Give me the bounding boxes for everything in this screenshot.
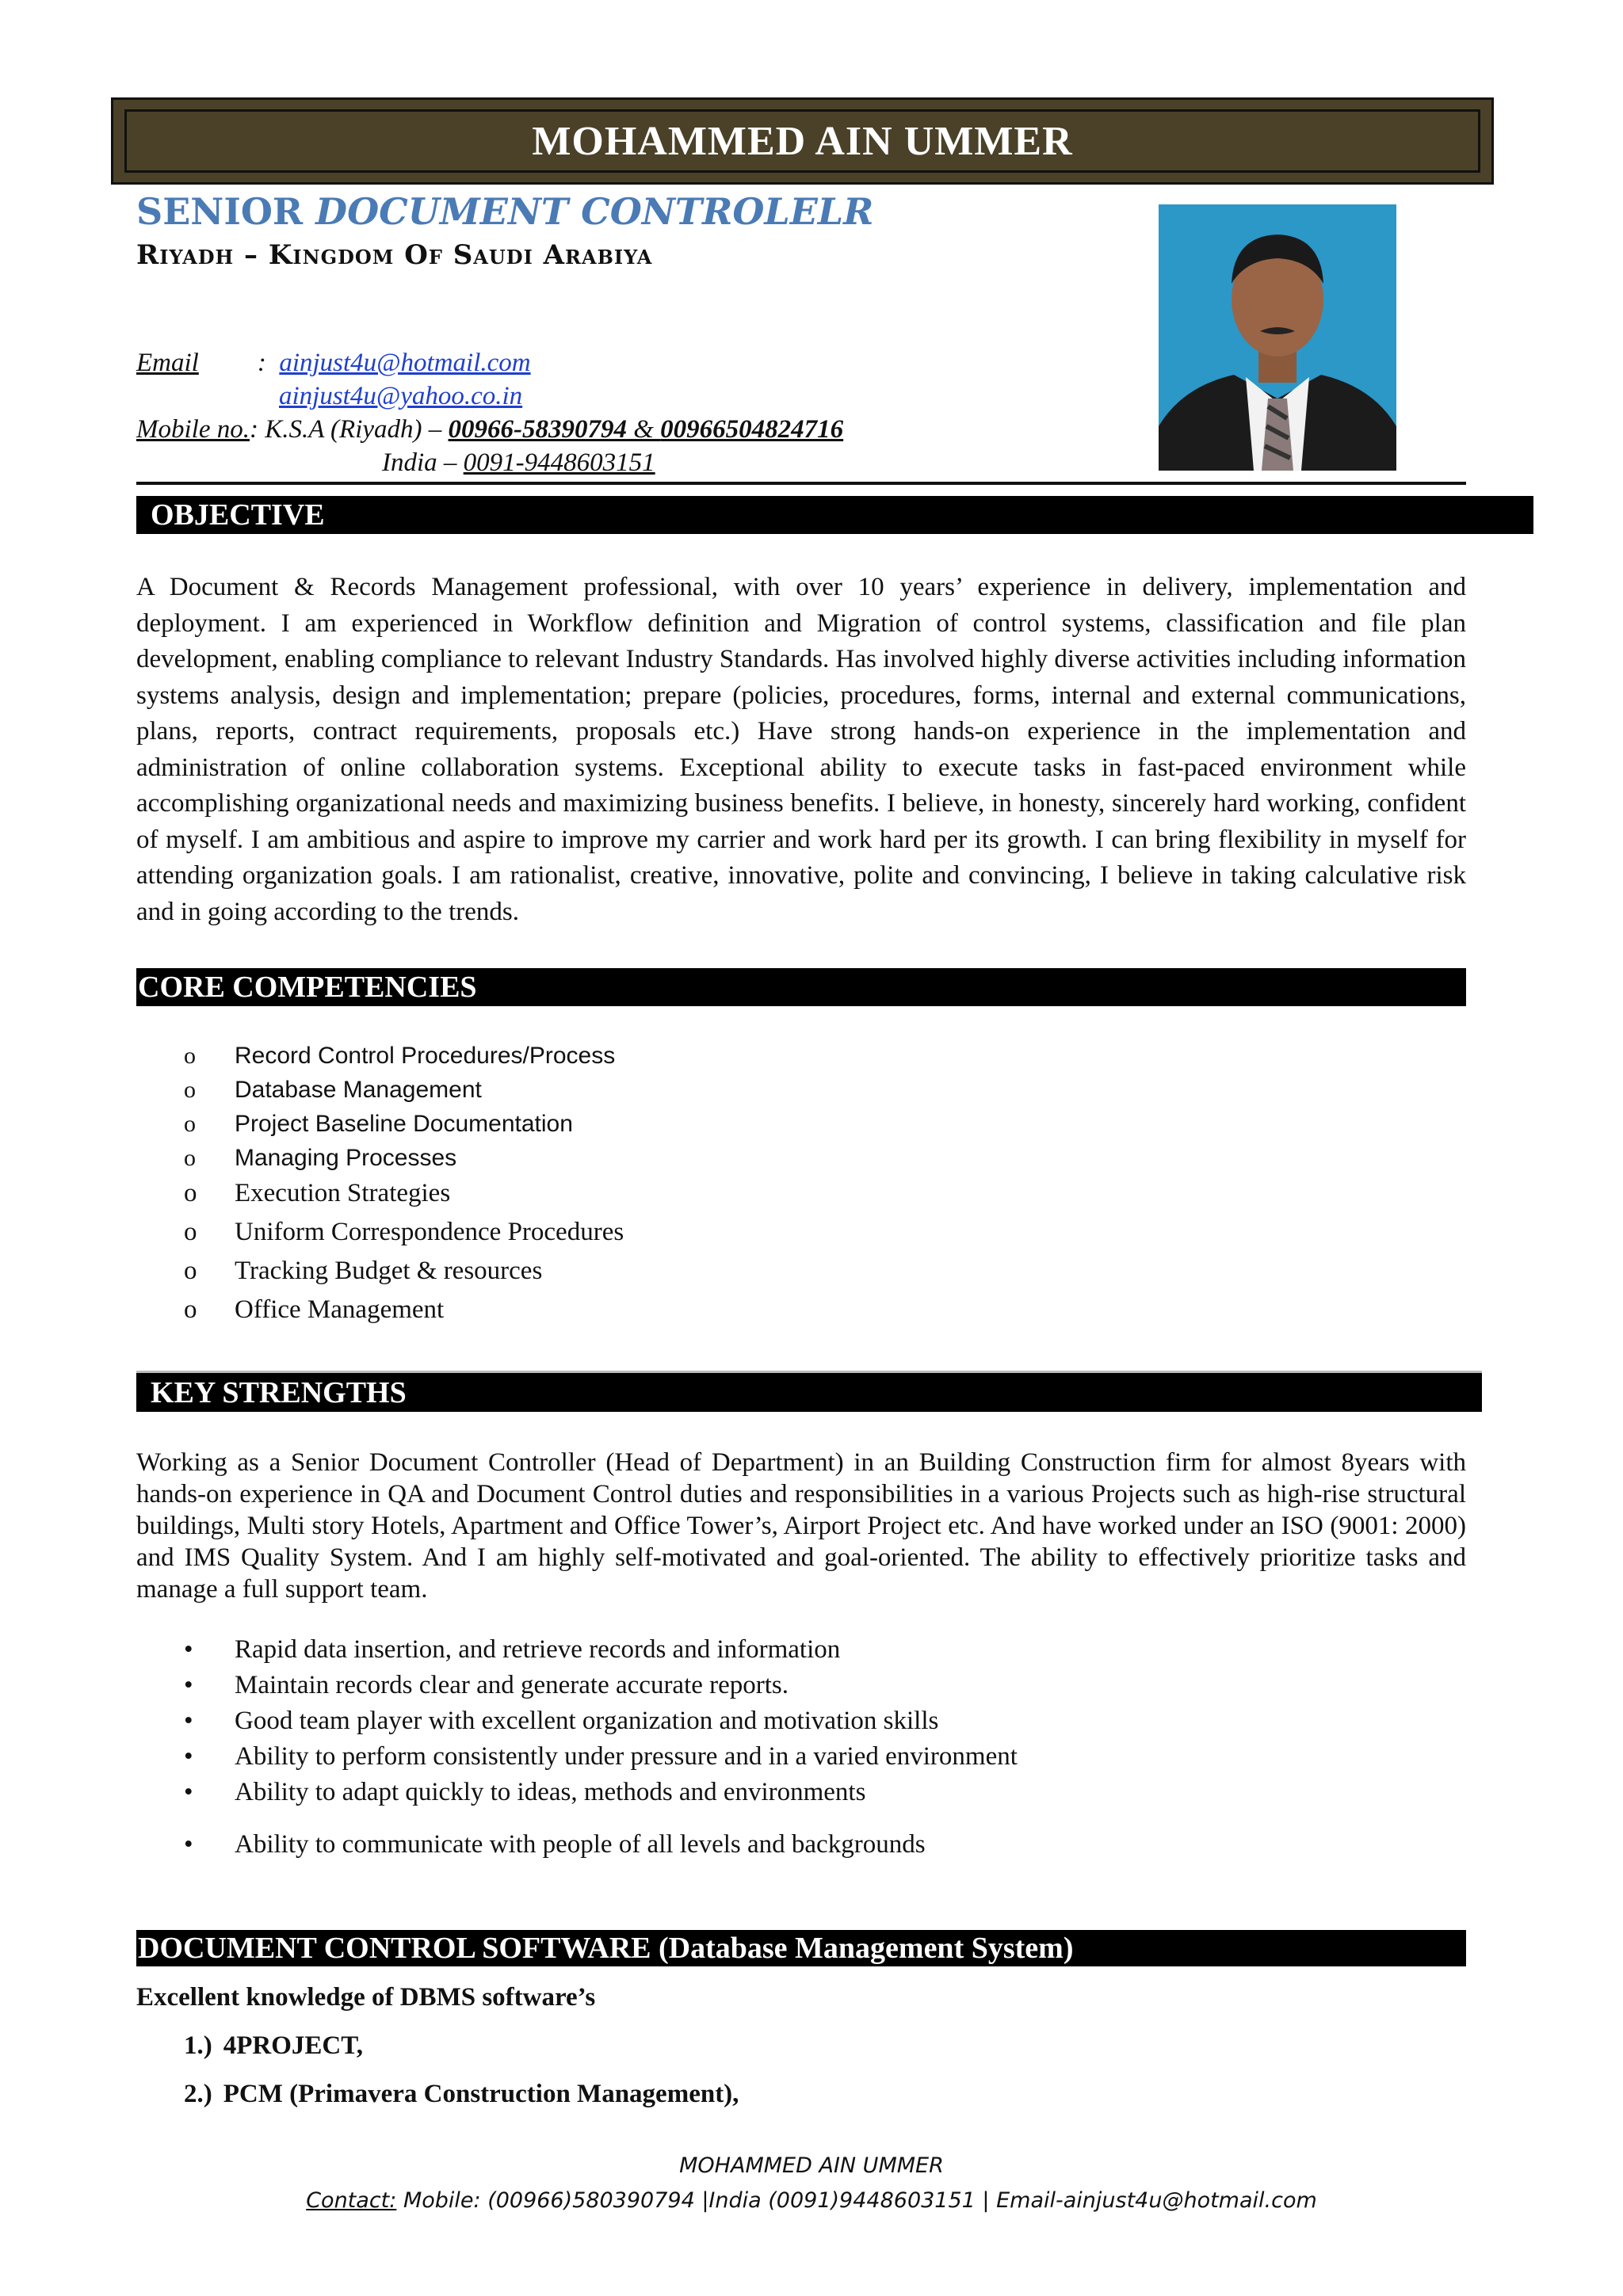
objective-heading [136,496,1533,534]
list-item-text: Uniform Correspondence Procedures [235,1218,624,1246]
list-marker: • [184,1778,193,1806]
list-item-text: Ability to perform consistently under pressure and in a varied environment [235,1742,1018,1771]
list-item [136,1778,1246,1830]
software-item [184,2080,739,2109]
list-marker: o [184,1257,197,1285]
key-strengths-heading-text: KEY STRENGTHS [151,1375,407,1409]
software-item-text: 4PROJECT, [223,2031,364,2060]
list-item-text: Execution Strategies [235,1179,451,1207]
list-marker: • [184,1707,193,1735]
list-marker: o [184,1218,197,1246]
list-marker: • [184,1671,193,1699]
mobile-number-1: 00966-58390794 [448,415,627,444]
list-item-text: Tracking Budget & resources [235,1257,543,1285]
list-marker: o [184,1179,197,1207]
list-marker: o [184,1077,196,1103]
footer-contact [0,2188,1623,2213]
list-item-text: Project Baseline Documentation [235,1111,573,1137]
software-heading-text: DOCUMENT CONTROL SOFTWARE (Database Management System) [138,1932,1074,1965]
key-strengths-heading [136,1371,1482,1412]
list-marker: • [184,1635,193,1664]
list-item [136,1257,1087,1295]
list-item [136,1707,1246,1742]
software-item-text: PCM (Primavera Construction Management), [223,2080,739,2108]
list-item [136,1111,1087,1145]
list-item-text: Managing Processes [235,1145,457,1171]
india-row [382,448,655,478]
list-item [136,1635,1246,1671]
list-item [136,1671,1246,1707]
list-marker: o [184,1145,196,1171]
footer-name: MOHAMMED AIN UMMER [679,2153,944,2178]
list-item [136,1043,1087,1077]
list-item [136,1295,1087,1334]
job-title-part2: DOCUMENT CONTROLELR [315,190,874,233]
software-item-number: 1.) [184,2031,212,2060]
objective-text: A Document & Records Management professional, with over 10 years’ experience in delivery, implementation and deployment. I am experienced in Workflow definition and Migration of control systems, classification and file plan development, enabling compliance to relevant Industry Standards. Has involved highly diverse activities including information systems analysis, design and implementation; prepare (policies, procedures, forms, internal and external communications, plans, reports, contract requirements, proposals etc.) Have strong hands-on experience in the implementation and administration of online collaboration systems. Exceptional ability to execute tasks in fast-paced environment while accomplishing organizational needs and maximizing business benefits. I believe, in honesty, sincerely hard working, confident of myself. I am ambitious and aspire to improve my carrier and work hard per its growth. I can bring flexibility in myself for attending organization goals. I am rationalist, creative, innovative, polite and convincing, I believe in taking calculative risk and in going according to the trends. [136,573,1467,926]
list-item [136,1218,1087,1257]
email-label: Email [136,349,199,377]
location: Riyadh – Kingdom Of Saudi Arabiya [136,239,653,271]
list-item-text: Maintain records clear and generate accurate reports. [235,1671,789,1699]
email-link-hotmail[interactable]: ainjust4u@hotmail.com [279,349,531,377]
list-item-text: Office Management [235,1295,445,1324]
list-item [136,1179,1087,1218]
header-divider [136,482,1466,485]
software-subheading: Excellent knowledge of DBMS software’s [136,1983,596,2012]
email-link-yahoo[interactable]: ainjust4u@yahoo.co.in [279,382,523,410]
mobile-prefix: : K.S.A (Riyadh) – [249,415,449,444]
mobile-number-2: 00966504824716 [660,415,844,444]
india-number: 0091-9448603151 [463,448,655,477]
email-row-1 [136,349,531,378]
list-item-text: Rapid data insertion, and retrieve records and information [235,1635,841,1664]
profile-photo [1159,204,1396,471]
footer-contact-label: Contact: [306,2188,397,2213]
list-marker: • [184,1742,193,1771]
list-item [136,1145,1087,1179]
key-strengths-list [136,1635,1246,1866]
core-competencies-heading [136,968,1466,1006]
email-separator: : [257,349,266,377]
list-item [136,1830,1246,1866]
list-marker: • [184,1830,193,1859]
list-marker: o [184,1043,196,1069]
software-item-number: 2.) [184,2080,212,2108]
candidate-name: MOHAMMED AIN UMMER [532,118,1073,164]
email-row-2 [279,382,522,411]
objective-heading-text: OBJECTIVE [151,498,325,532]
list-marker: o [184,1111,196,1137]
list-item [136,1742,1246,1778]
footer-contact-text: Mobile: (00966)580390794 |India (0091)9448603151 | Email-ainjust4u@hotmail.com [396,2188,1317,2213]
mobile-label: Mobile no. [136,415,250,444]
name-banner [111,97,1494,185]
list-marker: o [184,1295,197,1324]
india-prefix: India – [382,448,464,477]
list-item-text: Ability to communicate with people of all levels and backgrounds [235,1830,926,1859]
list-item-text: Record Control Procedures/Process [235,1043,616,1069]
mobile-row [136,415,843,444]
job-title [136,190,873,233]
software-heading [136,1930,1466,1966]
list-item-text: Ability to adapt quickly to ideas, methods and environments [235,1778,866,1806]
core-heading-text: CORE COMPETENCIES [138,971,477,1004]
mobile-amp: & [627,415,661,444]
software-item [184,2031,363,2061]
job-title-part1: SENIOR [136,190,316,233]
core-competencies-list [136,1043,1087,1334]
list-item-text: Good team player with excellent organization and motivation skills [235,1707,939,1735]
list-item-text: Database Management [235,1077,482,1103]
list-item [136,1077,1087,1111]
name-banner-inner [124,109,1480,173]
key-strengths-text: Working as a Senior Document Controller (Head of Department) in an Building Construction firm for almost 8years with hands-on experience in QA and Document Control duties and responsibilities in a various Projects such as high-rise structural buildings, Multi story Hotels, Apartment and Office Tower’s, Airport Project etc. And have worked under an ISO (9001: 2000) and IMS Quality System. And I am highly self-motivated and goal-oriented. The ability to effectively prioritize tasks and manage a full support team. [136,1448,1466,1604]
